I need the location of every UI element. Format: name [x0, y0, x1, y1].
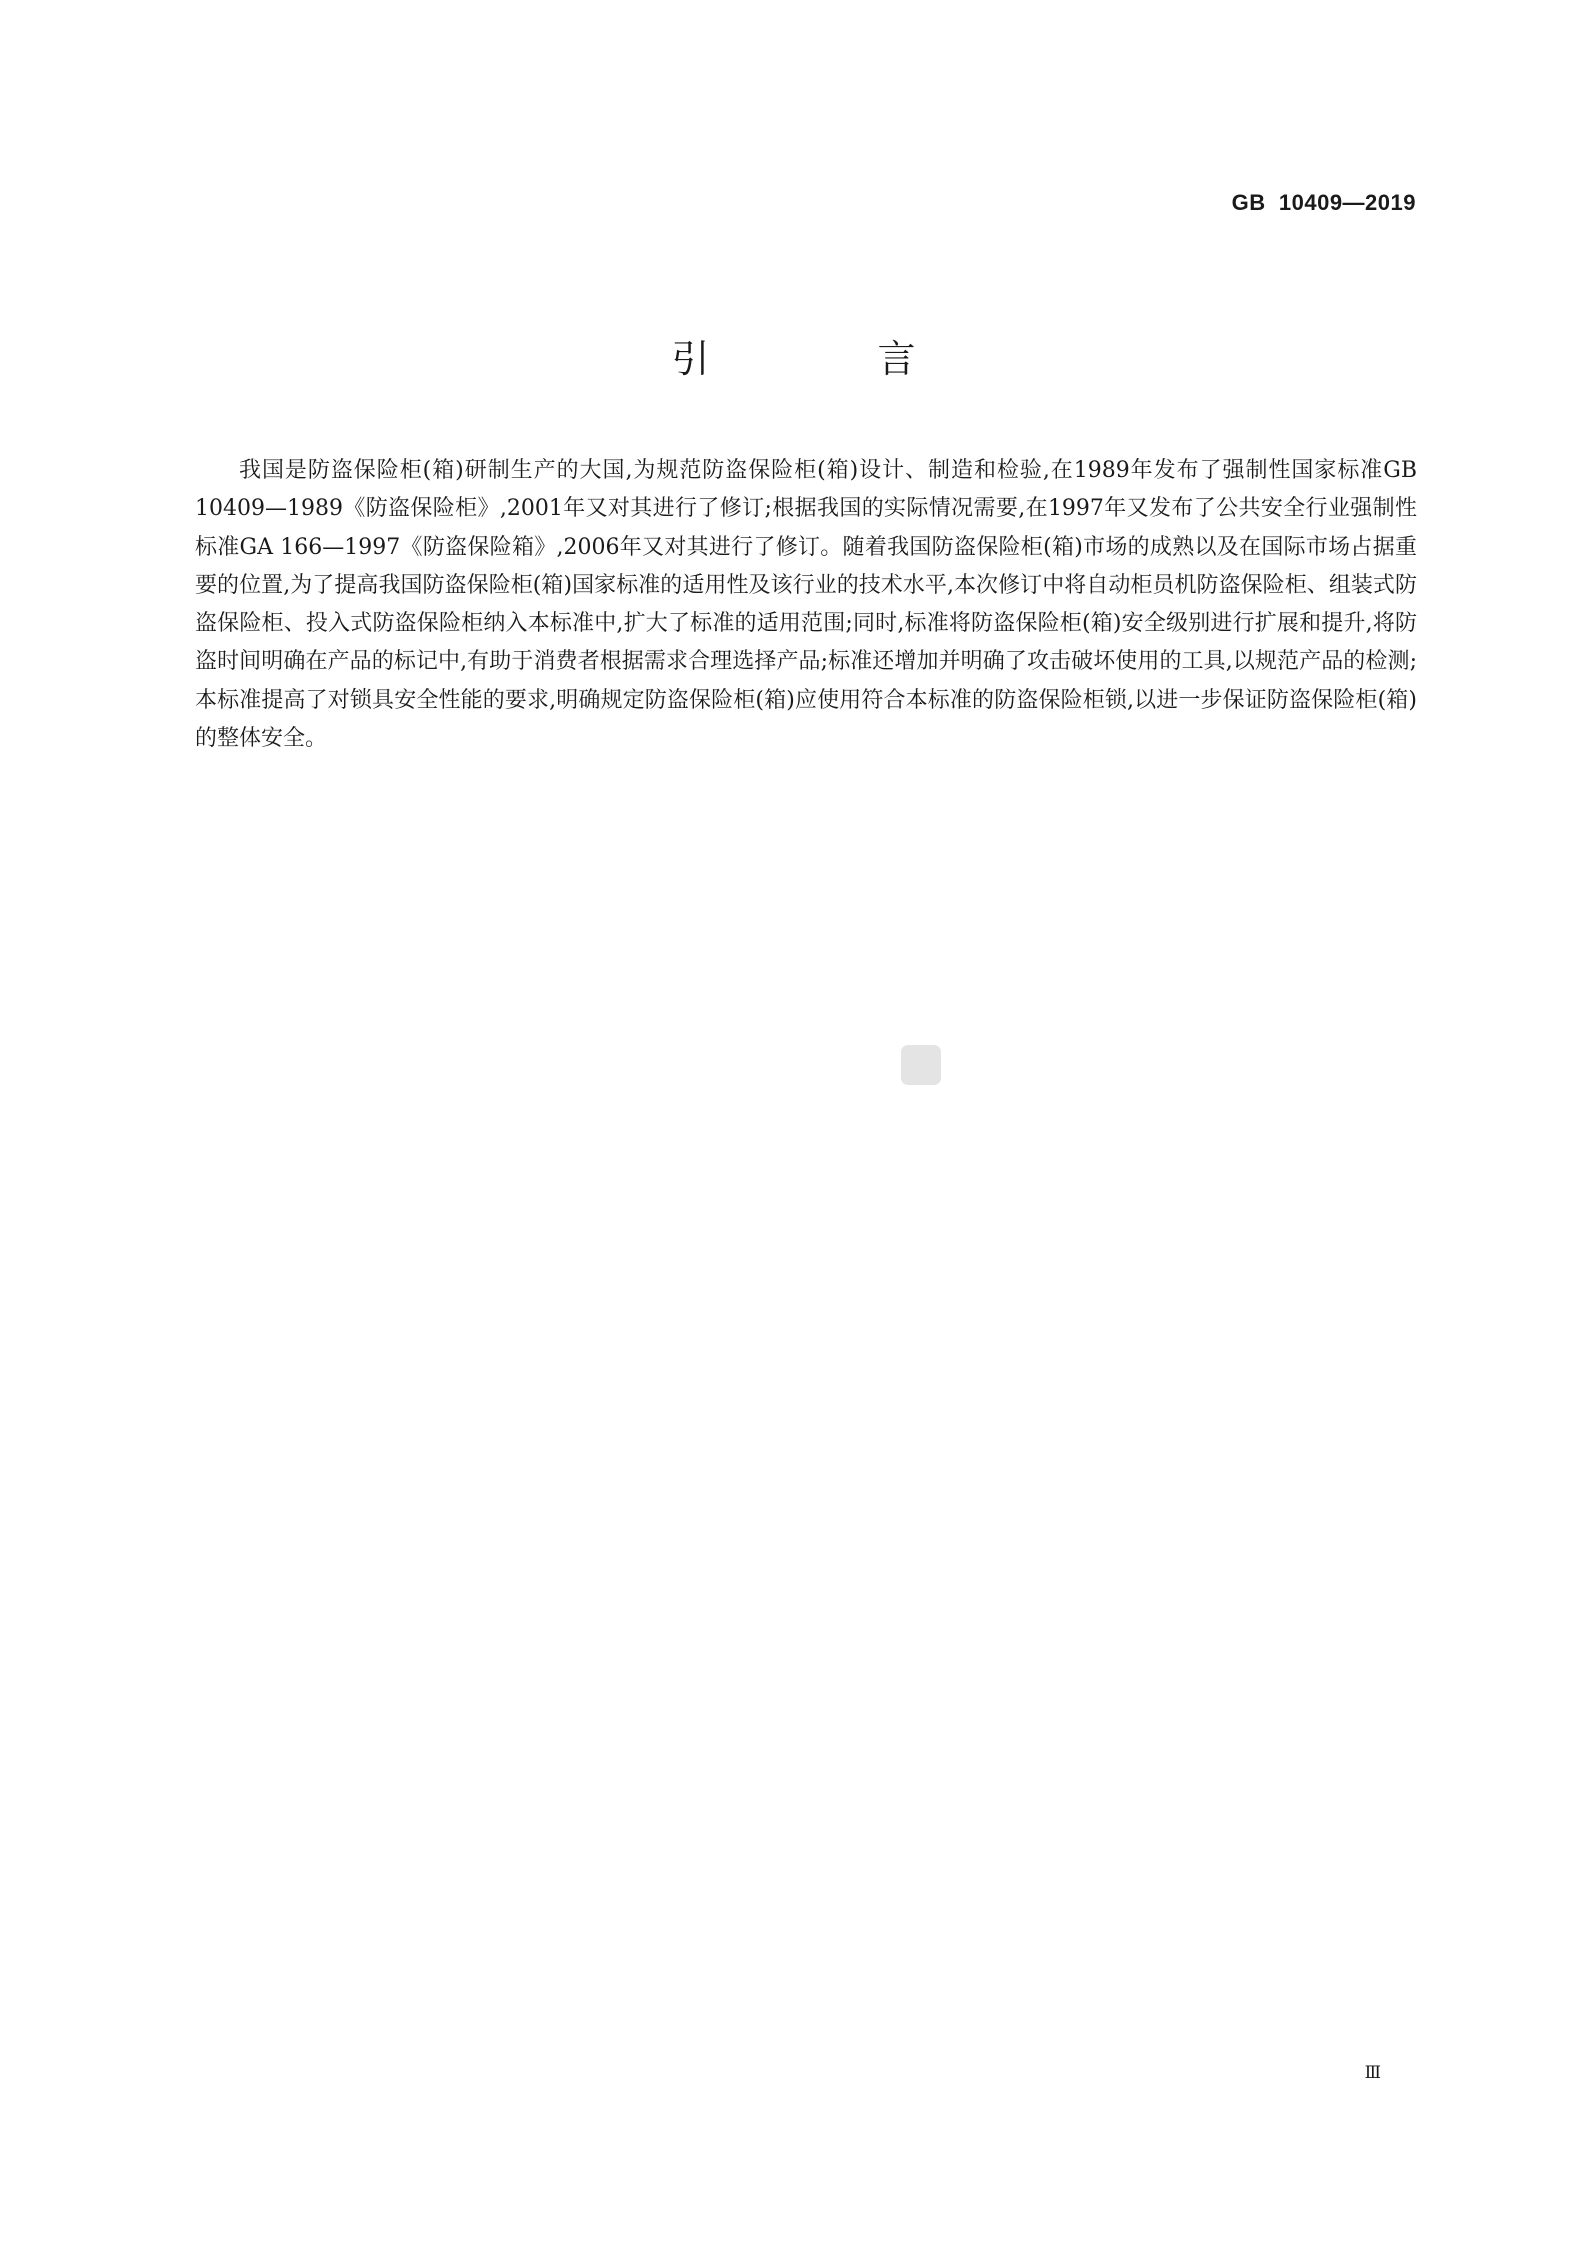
standard-code: GB 10409—2019 [1231, 190, 1416, 215]
intro-paragraph: 我国是防盗保险柜(箱)研制生产的大国,为规范防盗保险柜(箱)设计、制造和检验,在1989年发布了强制性国家标准GB 10409—1989《防盗保险柜》,2001年又对其进行了修订;根据我国的实际情况需要,在1997年又发布了公共安全行业强制性标准GA 166—1997《防盗保险箱》,2006年又对其进行了修订。随着我国防盗保险柜(箱)市场的成熟以及在国际市场占据重要的位置,为了提高我国防盗保险柜(箱)国家标准的适用性及该行业的技术水平,本次修订中将自动柜员机防盗保险柜、组装式防盗保险柜、投入式防盗保险柜纳入本标准中,扩大了标准的适用范围;同时,标准将防盗保险柜(箱)安全级别进行扩展和提升,将防盗时间明确在产品的标记中,有助于消费者根据需求合理选择产品;标准还增加并明确了攻击破坏使用的工具,以规范产品的检测;本标准提高了对锁具安全性能的要求,明确规定防盗保险柜(箱)应使用符合本标准的防盗保险柜锁,以进一步保证防盗保险柜(箱)的整体安全。 [195, 458, 1417, 752]
scan-mark [901, 1045, 941, 1085]
page-number: Ⅲ [1364, 2063, 1381, 2083]
page-title: 引 言 [671, 337, 994, 381]
